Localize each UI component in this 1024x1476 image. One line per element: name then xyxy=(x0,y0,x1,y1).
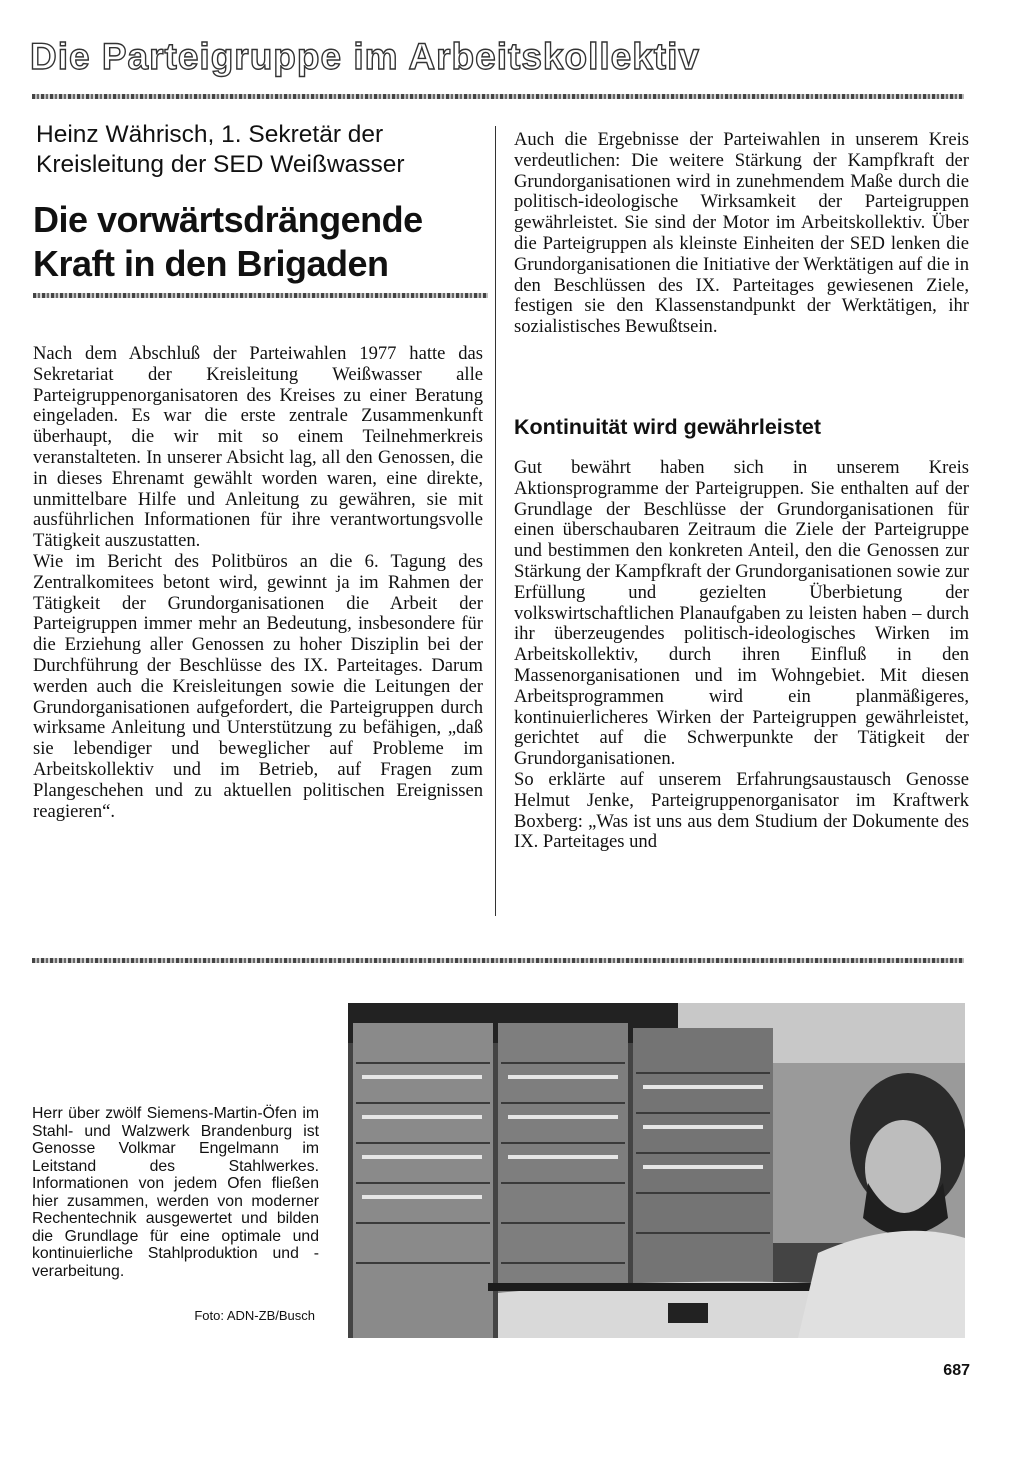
section-rule xyxy=(32,958,964,963)
headline-line: Die vorwärtsdrängende xyxy=(33,199,423,240)
headline-rule xyxy=(33,293,488,298)
rubric-rule xyxy=(32,94,964,99)
author-byline xyxy=(36,120,486,180)
right-column-bottom xyxy=(514,458,969,853)
section-subheading: Kontinuität wird gewährleistet xyxy=(514,415,821,439)
body-paragraph: Nach dem Abschluß der Parteiwahlen 1977 hatte das Sekretariat der Kreisleitung Weißwasser alle Parteigruppenorganisatoren des Kreises zu einer Beratung eingeladen. Es war die erste zentrale Zusammenkunft überhaupt, die wir mit so einem Teilnehmerkreis veranstalteten. In unserer Absicht lag, all den Genossen, die in dieses Ehrenamt gewählt worden waren, eine direkte, unmittelbare Hilfe und Anleitung zu gewähren, sie mit ausführlichen Informationen für ihre verantwortungsvolle Tätigkeit auszustatten. xyxy=(33,343,483,552)
headline-line: Kraft in den Brigaden xyxy=(33,243,389,284)
page-number: 687 xyxy=(943,1362,970,1379)
section-rubric: Die Parteigruppe im Arbeitskollektiv xyxy=(30,36,700,77)
control-room-photo xyxy=(348,1003,965,1338)
photo-caption: Herr über zwölf Siemens-Martin-Öfen im Stahl- und Walzwerk Brandenburg ist Genosse Volkmar Engelmann im Leitstand des Stahlwerkes. Informationen von jedem Ofen fließen hier zusammen, werden von moderner Rechentechnik ausgewertet und bilden die Grundlage für eine optimale und kontinuierliche Stahlproduktion und -verarbeitung. xyxy=(32,1105,319,1280)
column-divider xyxy=(495,126,496,916)
article-headline xyxy=(33,198,493,286)
body-paragraph: Auch die Ergebnisse der Parteiwahlen in unserem Kreis verdeutlichen: Die weitere Stärkung der Kampfkraft der Grundorganisationen wird in zunehmendem Maße durch die politisch-ideologische Wirksamkeit der Parteigruppen gewährleistet. Sie sind der Motor im Arbeitskollektiv. Über die Parteigruppen als kleinste Einheiten der SED lenken die Grundorganisationen die Initiative der Werktätigen auf die in den Beschlüssen des IX. Parteitages gewiesenen Ziele, festigen sie den Klassenstandpunkt der Werktätigen, ihr sozialistisches Bewußtsein. xyxy=(514,129,969,338)
body-paragraph: So erklärte auf unserem Erfahrungsaustausch Genosse Helmut Jenke, Parteigruppenorganisator im Kraftwerk Boxberg: „Was ist uns aus dem Studium der Dokumente des IX. Parteitages und xyxy=(514,768,969,853)
photo-credit: Foto: ADN-ZB/Busch xyxy=(194,1308,315,1323)
body-paragraph: Gut bewährt haben sich in unserem Kreis Aktionsprogramme der Parteigruppen. Sie enthalten auf der Grundlage der Beschlüsse der Grundorganisationen für einen überschaubaren Zeitraum die Ziele der Parteigruppe und bestimmen den konkreten Anteil, den die Genossen zur Stärkung der Kampfkraft der Grundorganisationen sowie zur Erfüllung und gezielten Überbietung der volkswirtschaftlichen Planaufgaben zu leisten haben – durch ihr überzeugendes politisch-ideologisches Wirken im Arbeitskollektiv, durch ihren Einfluß in den Massenorganisationen und im Wohngebiet. Mit diesen Arbeitsprogrammen wird ein planmäßigeres, kontinuierlicheres Wirken der Parteigruppen gewährleistet, gerichtet auf die Schwerpunkte der Tätigkeit der Grundorganisationen. xyxy=(514,457,969,770)
body-paragraph: Wie im Bericht des Politbüros an die 6. Tagung des Zentralkomitees betont wird, gewinnt ja im Rahmen der Tätigkeit der Grundorganisationen die Arbeit der Parteigruppen immer mehr an Bedeutung, insbesondere für die Erziehung aller Genossen zu hoher Disziplin bei der Durchführung der Beschlüsse des IX. Parteitages. Darum werden auch die Kreisleitungen sowie die Leitungen der Grundorganisationen aufgefordert, die Parteigruppen durch wirksame Anleitung und Unterstützung zu befähigen, „daß sie lebendiger und beweglicher auf Probleme im Arbeitskollektiv und im Betrieb, auf Fragen zum Plangeschehen und zu aktuellen politischen Ereignissen reagieren“. xyxy=(33,550,483,822)
author-line: Kreisleitung der SED Weißwasser xyxy=(36,151,405,178)
author-line: Heinz Währisch, 1. Sekretär der xyxy=(36,121,384,148)
right-column-top xyxy=(514,130,969,338)
left-column xyxy=(33,344,483,822)
